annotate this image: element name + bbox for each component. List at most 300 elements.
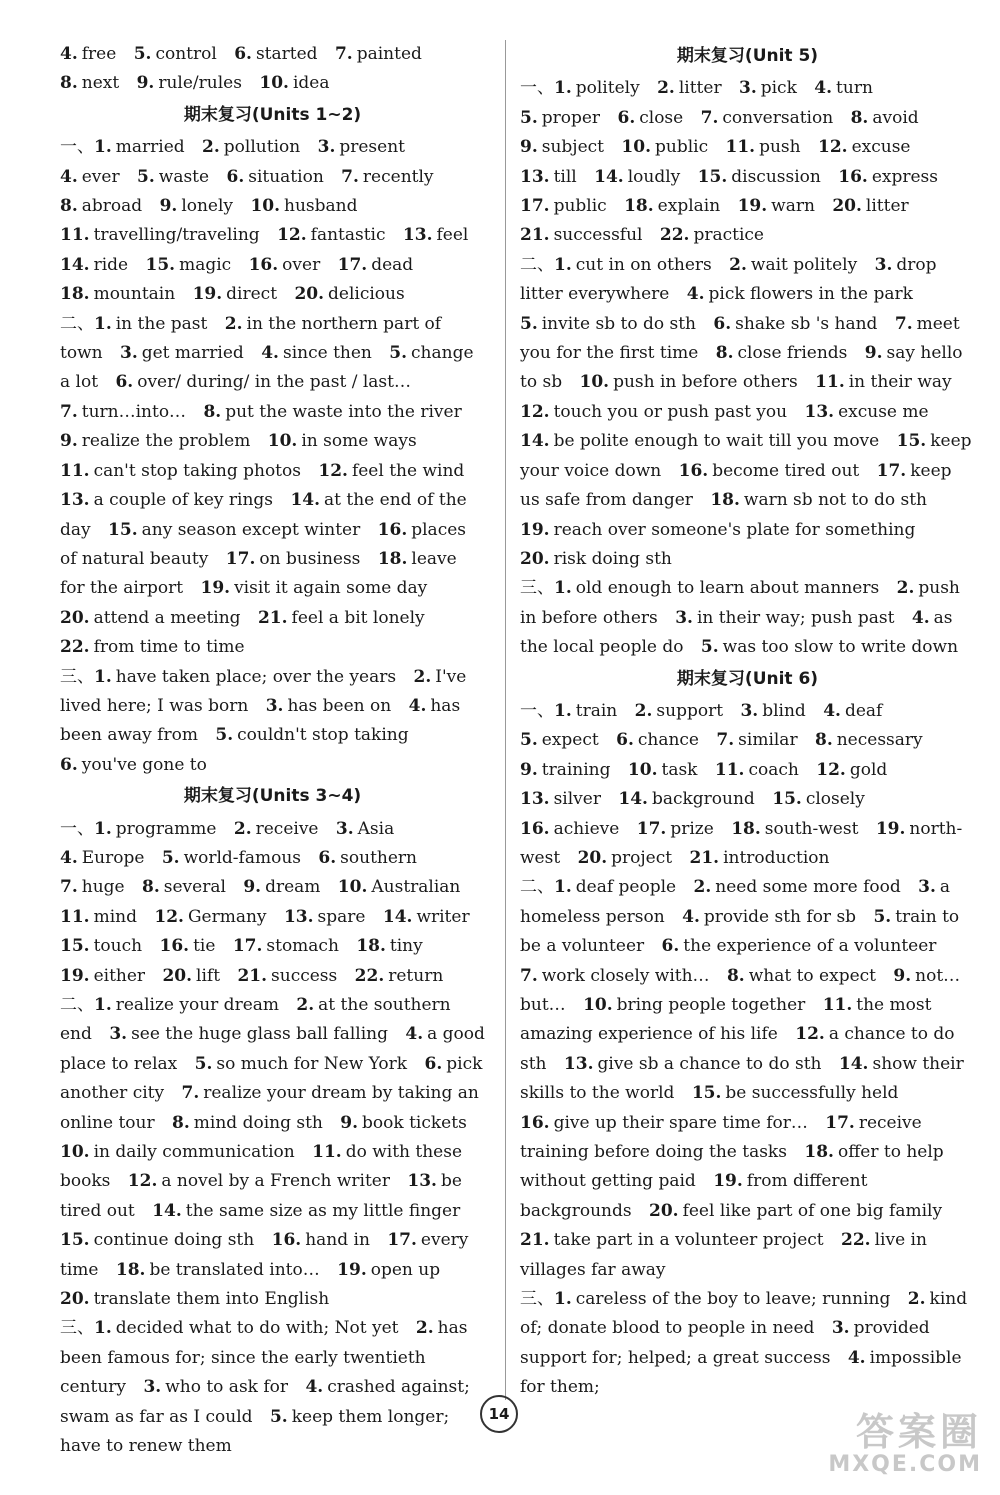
answer-number: 12. [816, 759, 846, 780]
answer-text: mountain [93, 284, 176, 305]
answer-item [520, 431, 879, 451]
answer-text: close friends [737, 343, 848, 364]
group-mark: 二、 [60, 995, 94, 1015]
answer-text: live in villages far away [520, 1230, 927, 1280]
answer-item [272, 1230, 370, 1250]
answer-number: 6. [234, 44, 252, 64]
answer-text: say hello to sb [520, 343, 963, 393]
answer-text: be translated into… [149, 1259, 320, 1280]
answer-item [635, 701, 723, 721]
answer-number: 1. [554, 78, 572, 99]
answer-item [284, 907, 366, 927]
answer-text: keep your voice down [520, 431, 972, 481]
answer-number: 18. [356, 936, 386, 957]
answer-item [137, 73, 242, 93]
answer-item [617, 108, 683, 128]
answer-item [520, 1230, 824, 1250]
answer-item [520, 314, 696, 334]
column-divider [505, 40, 506, 1400]
answer-text: started [255, 44, 318, 64]
answer-text: see the huge glass ball falling [131, 1024, 388, 1045]
answer-number: 10. [627, 759, 658, 780]
answer-number: 12. [520, 401, 550, 422]
answer-item [520, 819, 619, 839]
answer-text: invite sb to do sth [541, 313, 696, 334]
answer-item [318, 461, 464, 481]
answer-item [738, 196, 815, 216]
answer-text: practice [693, 225, 764, 246]
answer-text: magic [179, 254, 232, 275]
answer-text: discussion [731, 166, 821, 187]
answer-item [116, 1260, 320, 1280]
answer-text: a couple of key rings [93, 490, 274, 511]
answer-number: 8. [60, 73, 78, 94]
answer-item [94, 314, 207, 334]
answer-text: push [759, 137, 801, 158]
answer-item [94, 137, 185, 157]
answer-item [338, 877, 461, 897]
answer-number: 6. [60, 754, 78, 775]
answer-item [60, 936, 142, 956]
page-number: 14 [480, 1395, 518, 1433]
answer-item [520, 730, 599, 750]
answer-text: explain [657, 196, 721, 217]
answer-item [341, 167, 433, 187]
answer-number: 5. [137, 166, 155, 187]
answer-number: 5. [873, 906, 892, 927]
answer-text: avoid [872, 107, 919, 128]
answer-item [137, 167, 209, 187]
answer-number: 17. [225, 548, 256, 569]
answer-item [520, 167, 577, 187]
answer-item [60, 196, 142, 216]
answer-text: at the end of the day [60, 490, 467, 540]
answer-number: 8. [203, 401, 222, 422]
answer-number: 17. [636, 818, 667, 839]
answer-item [682, 907, 856, 927]
answer-text: wait politely [750, 254, 858, 275]
answer-text: support [656, 700, 724, 721]
answer-item [115, 372, 411, 392]
answer-number: 11. [714, 759, 745, 780]
answer-number: 19. [337, 1259, 367, 1280]
answer-item [172, 1113, 323, 1133]
answer-item [594, 167, 680, 187]
answer-item [202, 137, 300, 157]
answer-number: 5. [215, 725, 234, 746]
answer-number: 4. [823, 700, 841, 721]
answer-text: a novel by a French writer [161, 1171, 390, 1192]
answer-text: places of natural beauty [60, 519, 466, 569]
answer-number: 20. [162, 965, 193, 986]
answer-item [554, 578, 879, 598]
answer-item [277, 225, 385, 245]
answer-number: 21. [257, 607, 288, 628]
answer-text: be successfully held [725, 1083, 899, 1104]
answer-item [520, 1113, 808, 1133]
answer-number: 5. [161, 847, 180, 868]
answer-number: 2. [907, 1289, 926, 1310]
answer-number: 8. [715, 343, 734, 364]
answer-text: world-famous [183, 847, 302, 868]
answer-item [60, 755, 207, 775]
answer-text: dream [265, 877, 321, 898]
answer-text: in some ways [301, 431, 417, 452]
answer-text: litter [678, 78, 722, 99]
answer-item [60, 167, 120, 187]
answer-number: 20. [520, 548, 550, 569]
answer-group [60, 663, 485, 781]
answer-number: 4. [60, 44, 78, 64]
answer-number: 11. [60, 225, 90, 246]
answer-number: 11. [822, 995, 853, 1015]
answer-number: 14. [520, 431, 550, 452]
answer-item [152, 1201, 460, 1221]
answer-item [294, 284, 404, 304]
answer-item [692, 1083, 899, 1103]
answer-text: in their way; push past [696, 607, 895, 628]
answer-item [234, 819, 319, 839]
answer-number: 18. [731, 818, 761, 839]
answer-item [226, 167, 323, 187]
answer-group [60, 133, 485, 309]
answer-text: next [81, 73, 120, 94]
answer-text: has been on [287, 695, 392, 716]
answer-text: free [81, 44, 117, 64]
answer-text: realize the problem [81, 431, 251, 452]
answer-text: be tired out [60, 1171, 462, 1221]
answer-number: 14. [594, 166, 624, 187]
answer-item [266, 696, 392, 716]
answer-text: subject [541, 137, 604, 158]
answer-item [726, 137, 801, 157]
answer-number: 3. [335, 818, 354, 839]
group-mark: 一、 [520, 78, 554, 99]
answer-text: touch you or push past you [553, 401, 788, 422]
answer-text: I've lived here; I was born [60, 666, 467, 716]
answer-number: 5. [520, 730, 538, 751]
answer-text: have taken place; over the years [115, 666, 397, 687]
answer-number: 22. [841, 1230, 871, 1251]
answer-item [120, 343, 244, 363]
answer-number: 1. [94, 666, 112, 687]
answer-item [128, 1171, 390, 1191]
answer-number: 3. [874, 254, 893, 275]
answer-number: 7. [520, 965, 538, 986]
answer-item [772, 789, 865, 809]
answer-item [94, 819, 216, 839]
answer-text: take part in a volunteer project [553, 1230, 824, 1251]
answer-text: return [388, 965, 444, 986]
answer-item [520, 137, 604, 157]
answer-group [520, 697, 975, 873]
answer-number: 22. [659, 225, 690, 246]
answer-text: on business [259, 548, 361, 569]
answer-item [60, 907, 137, 927]
answer-text: any season except winter [141, 519, 361, 540]
answer-text: continue doing sth [93, 1230, 255, 1251]
answer-text: similar [738, 730, 798, 751]
answer-number: 16. [678, 460, 709, 481]
answer-number: 22. [354, 965, 385, 986]
answer-item [203, 402, 461, 422]
answer-number: 20. [577, 847, 608, 868]
answer-text: training [541, 759, 611, 780]
answer-text: the experience of a volunteer [683, 936, 937, 957]
answer-number: 10. [579, 372, 610, 393]
group-mark: 二、 [60, 313, 94, 334]
answer-item [660, 225, 764, 245]
answer-item [154, 907, 266, 927]
answer-text: at the southern end [60, 995, 451, 1045]
answer-text: spare [317, 906, 366, 927]
answer-item [109, 1024, 388, 1044]
answer-item [731, 819, 858, 839]
answer-text: closely [805, 789, 865, 810]
answer-text: cut in on others [575, 254, 712, 275]
answer-item [701, 108, 834, 128]
answer-item [226, 549, 361, 569]
answer-item [662, 936, 937, 956]
answer-text: proper [541, 107, 601, 128]
answer-text: project [611, 847, 673, 868]
answer-number: 17. [232, 936, 263, 957]
answer-text: lift [196, 965, 221, 986]
answer-text: pick [760, 78, 797, 99]
answer-item [237, 966, 337, 986]
answer-number: 21. [520, 1230, 550, 1251]
group-mark: 三、 [520, 1289, 554, 1310]
answer-text: ever [81, 166, 120, 187]
answer-number: 8. [726, 965, 745, 986]
answer-text: fantastic [310, 225, 386, 246]
answer-text: southern [340, 847, 417, 868]
answer-item [60, 255, 128, 275]
answer-text: since then [282, 343, 372, 364]
answer-number: 2. [413, 666, 432, 687]
answer-number: 15. [896, 431, 927, 452]
answer-text: tiny [389, 936, 423, 957]
answer-text: huge [81, 877, 125, 898]
answer-item [583, 995, 805, 1015]
answer-item [618, 789, 754, 809]
watermark-logo [828, 1412, 982, 1477]
answer-number: 5. [269, 1406, 288, 1427]
answer-text: so much for New York [216, 1053, 408, 1074]
answer-text: feel like part of one big family [682, 1200, 943, 1221]
answer-text: be polite enough to wait till you move [553, 431, 880, 452]
answer-item [94, 667, 396, 687]
answer-number: 7. [716, 730, 735, 751]
answer-text: control [155, 44, 217, 64]
answer-text: a good place to relax [60, 1024, 485, 1074]
answer-number: 16. [838, 166, 868, 187]
section-title: 期末复习(Unit 6) [676, 668, 819, 689]
answer-text: from time to time [93, 637, 245, 658]
answer-text: risk doing sth [553, 548, 672, 569]
answer-number: 1. [94, 995, 112, 1015]
answer-item [679, 461, 860, 481]
answer-item [628, 760, 698, 780]
answer-text: public [553, 196, 607, 217]
answer-number: 15. [697, 166, 728, 187]
answer-number: 18. [377, 548, 408, 569]
answer-item [649, 1201, 942, 1221]
answer-item [815, 372, 951, 392]
answer-item [356, 936, 422, 956]
answer-item [355, 966, 444, 986]
answer-text: over/ during/ in the past / last… [137, 372, 411, 393]
answer-number: 8. [60, 196, 78, 217]
answer-number: 20. [832, 196, 862, 217]
answer-number: 18. [710, 490, 740, 511]
answer-number: 1. [554, 877, 572, 898]
answer-item [337, 1260, 440, 1280]
answer-item [716, 730, 797, 750]
answer-number: 2. [729, 254, 747, 275]
answer-number: 3. [831, 1318, 850, 1339]
answer-item [160, 196, 233, 216]
answer-text: realize your dream [115, 995, 280, 1015]
answer-number: 12. [277, 225, 307, 246]
answer-group [60, 1314, 485, 1461]
answer-number: 3. [317, 137, 336, 158]
answer-item [403, 225, 468, 245]
answer-text: abroad [81, 196, 143, 217]
answer-item [520, 760, 611, 780]
answer-item [60, 637, 245, 657]
answer-text: direct [226, 284, 278, 305]
answer-number: 12. [318, 460, 348, 481]
answer-item [60, 461, 301, 481]
answer-item [200, 578, 427, 598]
answer-text: deaf people [575, 877, 677, 898]
answer-text: keep us safe from danger [520, 460, 952, 511]
answer-item [233, 936, 339, 956]
answer-number: 12. [154, 906, 184, 927]
answer-number: 10. [267, 431, 298, 452]
answer-number: 3. [109, 1024, 128, 1045]
answer-text: either [93, 965, 146, 986]
answer-item [318, 848, 417, 868]
answer-number: 9. [136, 73, 155, 94]
answer-item [60, 402, 186, 422]
answer-number: 10. [583, 995, 613, 1015]
answer-number: 2. [202, 137, 220, 158]
answer-number: 6. [115, 372, 134, 393]
answer-text: has been famous for; since the early twentieth century [60, 1318, 468, 1398]
answer-number: 7. [60, 401, 78, 422]
answer-number: 14. [838, 1053, 869, 1074]
answer-number: 21. [689, 847, 720, 868]
answer-number: 12. [795, 1024, 825, 1045]
answer-number: 6. [318, 847, 337, 868]
answer-number: 1. [554, 254, 572, 275]
answer-number: 4. [682, 906, 700, 927]
section-title: 期末复习(Units 3~4) [183, 786, 362, 807]
answer-number: 8. [172, 1112, 190, 1133]
answer-item [814, 78, 873, 98]
answer-text: blind [762, 700, 806, 721]
answer-number: 9. [340, 1112, 359, 1133]
answer-text: successful [553, 225, 643, 246]
answer-item [710, 490, 927, 510]
answer-item [60, 431, 250, 451]
answer-number: 3. [740, 700, 759, 721]
answer-item [520, 196, 607, 216]
answer-text: bring people together [616, 995, 806, 1015]
answer-number: 6. [661, 936, 680, 957]
answer-item [520, 966, 710, 986]
answer-number: 4. [686, 284, 705, 305]
answer-text: express [871, 166, 938, 187]
answer-number: 18. [60, 284, 90, 305]
answer-number: 3. [119, 343, 138, 364]
answer-item [520, 108, 600, 128]
answer-number: 5. [700, 637, 719, 658]
answer-item [637, 819, 714, 839]
answer-text: drop litter everywhere [520, 254, 937, 305]
answer-text: close [639, 107, 684, 128]
answer-item [698, 167, 821, 187]
answer-group [520, 1285, 975, 1403]
answer-text: receive [255, 818, 319, 839]
answer-text: translate them into English [93, 1289, 330, 1310]
watermark-top: 答案圈 [855, 1410, 982, 1454]
answer-item [249, 255, 321, 275]
answer-group [60, 310, 485, 663]
answer-text: the most amazing experience of his life [520, 995, 932, 1045]
answer-text: offer to help without getting paid [520, 1142, 944, 1192]
answer-item [195, 1054, 407, 1074]
answer-number: 4. [405, 1024, 424, 1045]
answer-number: 7. [700, 107, 719, 128]
answer-number: 4. [408, 695, 427, 716]
answer-number: 3. [675, 607, 693, 628]
answer-item [690, 848, 830, 868]
answer-item [60, 44, 116, 64]
answer-item [234, 44, 317, 64]
answer-number: 8. [142, 877, 160, 898]
answer-number: 4. [305, 1377, 324, 1398]
answer-number: 1. [94, 137, 112, 158]
answer-item [740, 701, 805, 721]
answer-number: 14. [382, 906, 413, 927]
answer-number: 4. [911, 607, 930, 628]
answer-number: 7. [894, 313, 913, 334]
answer-text: delicious [328, 284, 405, 305]
answer-number: 2. [693, 877, 712, 898]
answer-text: train [575, 700, 618, 721]
answer-number: 9. [159, 196, 178, 217]
answer-item [716, 343, 848, 363]
answer-number: 19. [192, 284, 223, 305]
answer-text: feel the wind [351, 460, 465, 481]
answer-text: get married [141, 343, 244, 364]
answer-text: in the past [115, 313, 208, 334]
answer-text: provided support for; helped; a great success [520, 1318, 930, 1368]
answer-item [554, 1289, 890, 1309]
answer-text: was too slow to write down [722, 637, 959, 658]
answer-number: 17. [387, 1230, 417, 1251]
answer-text: a homeless person [520, 877, 951, 927]
section-title: 期末复习(Unit 5) [676, 46, 819, 66]
answer-item [687, 284, 913, 304]
answer-item [823, 701, 882, 721]
answer-item [832, 196, 908, 216]
answer-item [134, 44, 217, 64]
answer-number: 2. [415, 1318, 434, 1339]
